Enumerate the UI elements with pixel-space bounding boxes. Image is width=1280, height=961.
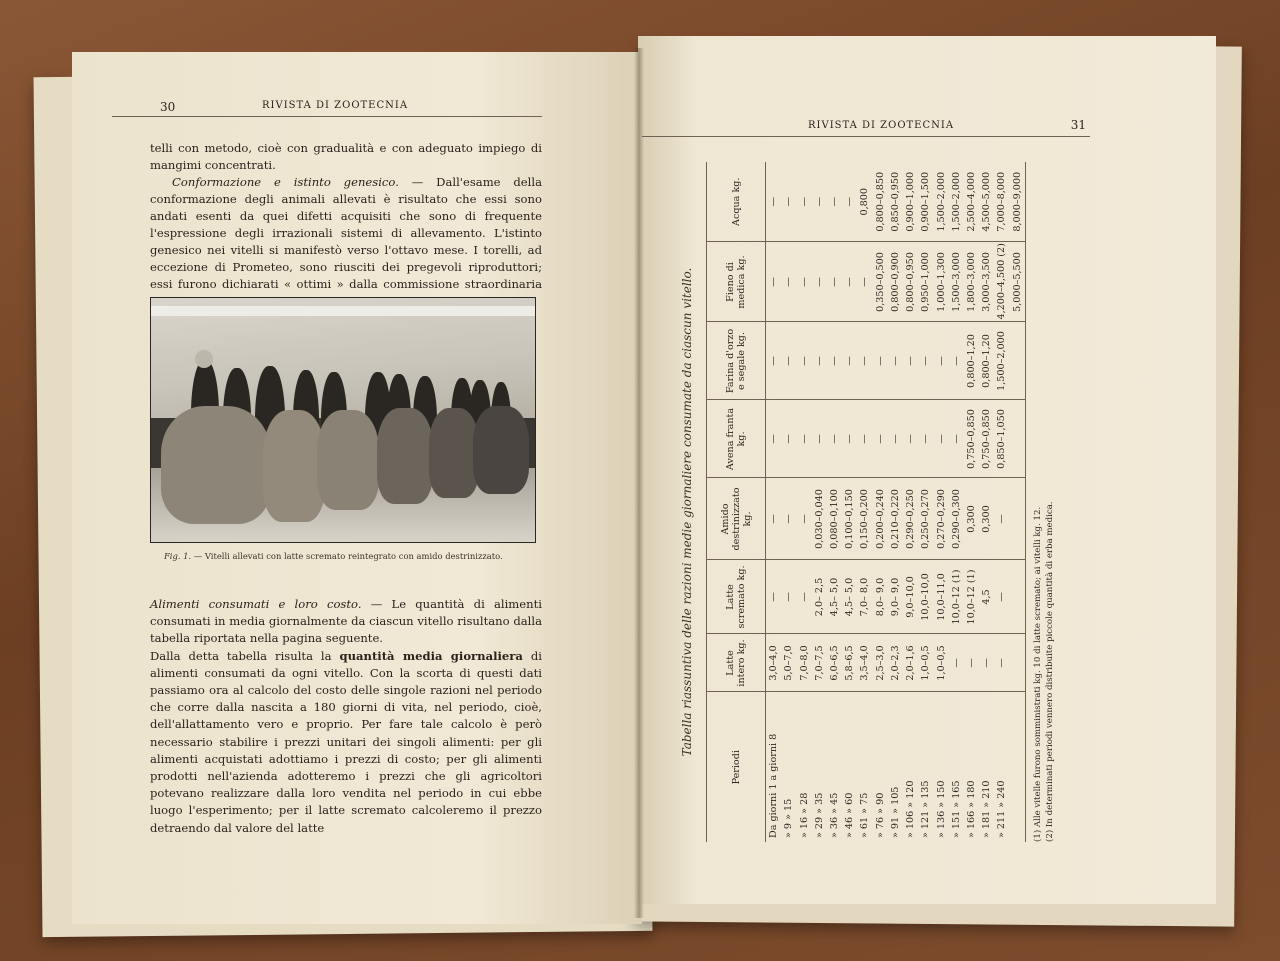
photo-calf (473, 406, 529, 494)
table-cell-period: » 46 » 60 (844, 792, 856, 838)
paragraph-3-text: — Le quantità di alimenti consumati in media giornalmente da ciascun vitello risultano dalla tabella riportata nella pagina seguente. (150, 597, 542, 646)
table-cell: — (781, 400, 796, 478)
table-cell: 10,0–12 (1) (964, 560, 979, 634)
table-cell: — (781, 560, 796, 634)
table-cell: — (766, 560, 782, 634)
table-cell-period: » 181 » 210 (981, 780, 993, 838)
paragraph-2 (150, 174, 542, 310)
table-cell: 0,800–0,950 (903, 242, 918, 322)
table-cell: — (857, 400, 872, 478)
table-cell: — (949, 322, 964, 400)
table-cell: 2,0–1,6 (903, 634, 918, 692)
table-cell: 0,900–1,000 (903, 162, 918, 242)
table-cell: — (873, 400, 888, 478)
table-cell: — (888, 400, 903, 478)
table-cell: — (827, 162, 842, 242)
table-cell-period: » 106 » 120 (905, 780, 917, 838)
table-cell-period: » 61 » 75 (859, 792, 871, 838)
table-row (781, 162, 796, 842)
table-body (766, 162, 1026, 842)
table-row (964, 162, 979, 842)
table-cell: 0,210–0,220 (888, 478, 903, 560)
rotated-table-area (680, 162, 1066, 842)
table-row (1010, 162, 1026, 842)
table-row (949, 162, 964, 842)
table-cell: 7,0– 8,0 (857, 560, 872, 634)
table-cell: 5,8–6,5 (842, 634, 857, 692)
table-cell: 9,0–10,0 (903, 560, 918, 634)
table-cell-period: » 9 » 15 (783, 798, 795, 838)
table-cell (1010, 322, 1026, 400)
table-cell: 4,5 (979, 560, 994, 634)
table-cell: — (857, 242, 872, 322)
table-cell: — (994, 634, 1009, 692)
table-cell: — (781, 478, 796, 560)
table-cell: — (812, 322, 827, 400)
left-page-number: 30 (160, 100, 176, 114)
table-cell: — (873, 322, 888, 400)
table-cell-period: » 211 » 240 (996, 780, 1008, 838)
table-cell: 0,750–0,850 (979, 400, 994, 478)
table-row (873, 162, 888, 842)
table-row (842, 162, 857, 842)
table-cell: — (766, 242, 782, 322)
table-cell: — (949, 400, 964, 478)
table-cell: — (781, 322, 796, 400)
table-cell: — (842, 400, 857, 478)
table-cell: 1,000–1,300 (933, 242, 948, 322)
table-cell: 0,200–0,240 (873, 478, 888, 560)
table-cell-period: » 76 » 90 (874, 792, 886, 838)
table-row (857, 162, 872, 842)
table-cell-period: » 121 » 135 (920, 780, 932, 838)
table-cell: 0,800–0,900 (888, 242, 903, 322)
table-row (903, 162, 918, 842)
table-cell: 0,850–0,950 (888, 162, 903, 242)
table-cell: 8,000–9,000 (1010, 162, 1026, 242)
table-cell: — (994, 478, 1009, 560)
table-cell: 7,0–7,5 (812, 634, 827, 692)
rotated-table-content (680, 162, 1066, 842)
table-cell: 0,900–1,500 (918, 162, 933, 242)
left-page-text-bottom (150, 596, 542, 837)
table-cell: — (888, 322, 903, 400)
table-cell: 3,5–4,0 (857, 634, 872, 692)
figure-label: Fig. 1. (164, 551, 192, 561)
table-cell: — (812, 162, 827, 242)
paragraph-2-text: — Dall'esame della conformazione degli animali allevati è risultato che essi sono andati esenti da quei difetti acquisiti che sono di frequente l'espressione degli irrazionali sistemi di allevamento. L'istinto genesico nei vitelli si manifestò verso l'ottavo mese. I torelli, ad eccezione di Prometeo, sono riusciti dei pregevoli riproduttori; essi furono dichiarati « ottimi » dalla commissione straordinaria (150, 175, 542, 291)
table-row (766, 162, 782, 842)
table-cell: — (857, 322, 872, 400)
table-cell: 8,0– 9,0 (873, 560, 888, 634)
table-cell: — (903, 322, 918, 400)
table-cell: 0,800–0,850 (873, 162, 888, 242)
table-cell: 2,0– 2,5 (812, 560, 827, 634)
table-cell: 0,800–1,20 (964, 322, 979, 400)
table-cell-period (1010, 692, 1026, 842)
paragraph-4-end: di alimenti consumati da ogni vitello. Con la scorta di questi dati passiamo ora al calcolo del costo delle singole razioni nel periodo che corre dalla nascita a 180 giorni di vita, nel periodo, cioè, dell'allattamento vero e proprio. Per fare tale calcolo è però necessario stabilire i prezzi unitari dei singoli alimenti: per gli alimenti acquistati adottiamo i prezzi di costo; per gli alimenti prodotti nell'azienda adotteremo i prezzi che gli agricoltori potevano realizzare dalla loro vendita nel periodo in cui ebbe luogo l'esperimento; per il latte scremato calcoleremo il prezzo detraendo dal valore del latte (150, 648, 542, 835)
photo-calf (161, 406, 271, 524)
table-cell: — (796, 162, 811, 242)
table-column-header: Amido destrinizzato kg. (707, 478, 766, 560)
section-heading-alimenti: Alimenti consumati e loro costo. (150, 597, 362, 611)
table-cell: 10,0–11,0 (933, 560, 948, 634)
photo-wall-cap (151, 306, 535, 316)
table-cell: — (827, 400, 842, 478)
table-cell: 0,250–0,270 (918, 478, 933, 560)
right-running-head: RIVISTA DI ZOOTECNIA (808, 120, 955, 131)
table-cell (1010, 478, 1026, 560)
table-column-header: Fieno di medica kg. (707, 242, 766, 322)
table-cell: — (796, 478, 811, 560)
table-column-header: Latte scremato kg. (707, 560, 766, 634)
table-cell: 0,030–0,040 (812, 478, 827, 560)
table-cell-period: Da giorni 1 a giorni 8 (768, 733, 780, 838)
table-cell: 6,0–6,5 (827, 634, 842, 692)
table-row (812, 162, 827, 842)
table-cell: 7,000–8,000 (994, 162, 1009, 242)
table-row (933, 162, 948, 842)
table-cell: 1,500–2,000 (994, 322, 1009, 400)
table-column-header: Latte intero kg. (707, 634, 766, 692)
table-cell: — (766, 322, 782, 400)
table-cell: 4,500–5,000 (979, 162, 994, 242)
table-footnotes (1032, 162, 1056, 842)
table-cell: 4,200–4,500 (2) (994, 242, 1009, 322)
table-cell: 9,0– 9,0 (888, 560, 903, 634)
table-title: Tabella riassuntiva delle razioni medie giornaliere consumate da ciascun vitello. (680, 267, 694, 757)
figure-caption-text: — Vitelli allevati con latte scremato reintegrato con amido destrinizzato. (191, 551, 503, 561)
table-row (796, 162, 811, 842)
table-cell: 0,350–0,500 (873, 242, 888, 322)
table-cell: 3,0–4,0 (766, 634, 782, 692)
table-cell: — (842, 242, 857, 322)
table-cell-period: » 91 » 105 (889, 786, 901, 838)
table-cell: 5,000–5,500 (1010, 242, 1026, 322)
table-column-header: Periodi (707, 692, 766, 842)
table-row (994, 162, 1009, 842)
table-cell: — (796, 560, 811, 634)
table-cell: 1,500–2,000 (933, 162, 948, 242)
table-cell-period: » 136 » 150 (935, 780, 947, 838)
table-row (888, 162, 903, 842)
table-cell: — (796, 400, 811, 478)
table-cell: 4,5– 5,0 (842, 560, 857, 634)
table-cell: 1,0–0,5 (918, 634, 933, 692)
table-cell: — (994, 560, 1009, 634)
ration-table (706, 162, 1026, 842)
book-gutter (634, 48, 644, 918)
table-cell-period: » 166 » 180 (965, 780, 977, 838)
photo-person-head (195, 350, 213, 368)
table-cell: — (796, 242, 811, 322)
paragraph-4-bold: quantità media giornaliera (339, 648, 523, 663)
table-column-header: Avena franta kg. (707, 400, 766, 478)
table-cell: 0,150–0,200 (857, 478, 872, 560)
paragraph-4-start: Dalla detta tabella risulta la (150, 648, 340, 663)
table-cell: 2,5–3,0 (873, 634, 888, 692)
table-cell: 0,800 (857, 162, 872, 242)
table-cell: — (918, 400, 933, 478)
right-page-number: 31 (1070, 118, 1086, 132)
table-cell-period: » 16 » 28 (798, 792, 810, 838)
table-cell: 1,800–3,000 (964, 242, 979, 322)
table-header-row (707, 162, 766, 842)
table-row (979, 162, 994, 842)
photo-calf (429, 408, 479, 498)
table-row (827, 162, 842, 842)
table-cell: — (781, 162, 796, 242)
table-cell: — (781, 242, 796, 322)
table-cell: — (766, 162, 782, 242)
table-cell: — (842, 322, 857, 400)
left-running-head: RIVISTA DI ZOOTECNIA (262, 100, 409, 111)
table-cell: 5,0–7,0 (781, 634, 796, 692)
table-cell: — (979, 634, 994, 692)
table-cell: 0,800–1,20 (979, 322, 994, 400)
table-cell: 10,0–10,0 (918, 560, 933, 634)
table-cell: — (933, 322, 948, 400)
table-cell: 3,000–3,500 (979, 242, 994, 322)
table-cell: 0,080–0,100 (827, 478, 842, 560)
table-cell: 0,290–0,300 (949, 478, 964, 560)
table-cell: — (812, 242, 827, 322)
photo-calf (263, 410, 325, 522)
table-cell: 1,500–2,000 (949, 162, 964, 242)
table-cell-period: » 36 » 45 (829, 792, 840, 838)
table-cell: 0,300 (979, 478, 994, 560)
table-cell: 2,0–2,3 (888, 634, 903, 692)
table-cell: — (766, 478, 782, 560)
footnote-1: (1) Alle vitelle furono somministrati kg. 10 di latte scremato; ai vitelli kg. 12. (1033, 506, 1043, 842)
paragraph-1: telli con metodo, cioè con gradualità e con adeguato impiego di mangimi concentrati. (150, 141, 542, 172)
table-cell-period: » 29 » 35 (813, 792, 825, 838)
table-cell (1010, 634, 1026, 692)
table-cell: — (766, 400, 782, 478)
figure-caption (164, 551, 544, 561)
table-row (918, 162, 933, 842)
table-cell: 1,500–3,000 (949, 242, 964, 322)
table-cell: 1,0–0,5 (933, 634, 948, 692)
left-page-text-top (150, 140, 542, 310)
photo-calf (317, 410, 379, 510)
footnote-2: (2) In determinati periodi vennero distribuite piccole quantità di erba medica. (1045, 501, 1055, 842)
table-cell: 4,5– 5,0 (827, 560, 842, 634)
table-cell: — (903, 400, 918, 478)
paragraph-4 (150, 648, 542, 837)
table-cell: — (842, 162, 857, 242)
table-cell-period: » 151 » 165 (950, 780, 962, 838)
table-cell: 0,100–0,150 (842, 478, 857, 560)
table-cell: 0,850–1,050 (994, 400, 1009, 478)
table-cell: 0,300 (964, 478, 979, 560)
section-heading-conformazione: Conformazione e istinto genesico. (172, 175, 399, 189)
table-cell: — (949, 634, 964, 692)
table-column-header: Acqua kg. (707, 162, 766, 242)
table-cell: — (964, 634, 979, 692)
paragraph-3 (150, 596, 542, 648)
table-cell: 7,0–8,0 (796, 634, 811, 692)
table-cell: 2,500–4,000 (964, 162, 979, 242)
figure-photo-calves (150, 297, 536, 543)
table-cell: — (933, 400, 948, 478)
right-page-header (642, 118, 1090, 137)
table-cell: 0,950–1,000 (918, 242, 933, 322)
photo-calf (377, 408, 433, 504)
table-cell: 0,750–0,850 (964, 400, 979, 478)
table-cell: — (796, 322, 811, 400)
table-cell: — (812, 400, 827, 478)
table-cell (1010, 400, 1026, 478)
table-cell: 0,290–0,250 (903, 478, 918, 560)
table-column-header: Farina d'orzo e segale kg. (707, 322, 766, 400)
table-cell: — (918, 322, 933, 400)
table-cell: — (827, 242, 842, 322)
table-cell: — (827, 322, 842, 400)
table-cell: 10,0–12 (1) (949, 560, 964, 634)
left-page-header (112, 98, 542, 117)
table-cell (1010, 560, 1026, 634)
table-cell: 0,270–0,290 (933, 478, 948, 560)
